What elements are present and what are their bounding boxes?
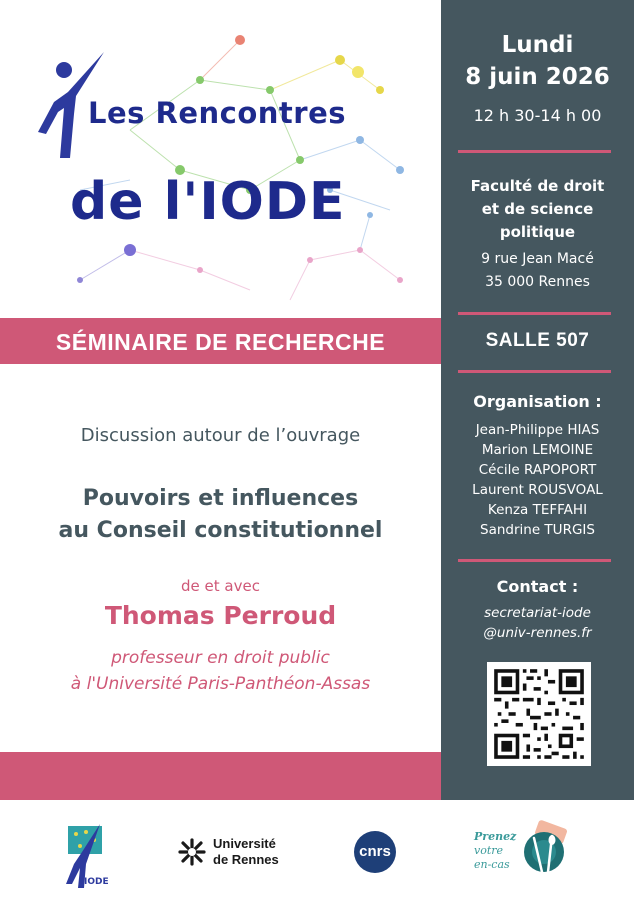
organiser-name: Sandrine TURGIS: [480, 522, 595, 538]
iode-logo: [64, 824, 109, 890]
prenez-encas-logo: [470, 828, 580, 888]
event-time: 12 h 30-14 h 00: [473, 106, 602, 125]
speaker-role-line2: à l'Université Paris-Panthéon-Assas: [70, 674, 371, 694]
plate-cutlery-icon: [518, 822, 574, 878]
prenez-line3: en-cas: [474, 858, 510, 871]
prenez-line2: votre: [474, 844, 504, 857]
organiser-name: Jean-Philippe HIAS: [475, 422, 600, 438]
book-title-line1: Pouvoirs et influences: [82, 486, 359, 511]
with-label: de et avec: [181, 577, 260, 595]
divider: [458, 312, 611, 315]
qr-code[interactable]: [487, 662, 591, 766]
prenez-line1: Prenez: [474, 830, 517, 843]
room-label: SALLE 507: [485, 330, 590, 351]
venue-street: 9 rue Jean Macé: [481, 251, 594, 267]
intro-text: Discussion autour de l’ouvrage: [80, 425, 361, 446]
univ-rennes-line1: Université: [213, 836, 276, 851]
footer-logos: [0, 800, 634, 900]
venue-line1: Faculté de droit: [470, 177, 605, 195]
seminar-label: SÉMINAIRE DE RECHERCHE: [55, 329, 386, 355]
logo-title-line2: de l'IODE: [70, 172, 346, 232]
univ-rennes-line2: de Rennes: [213, 852, 279, 867]
event-day: Lundi: [501, 32, 574, 58]
contact-email-line2[interactable]: @univ-rennes.fr: [483, 625, 592, 641]
speaker-role-line1: professeur en droit public: [111, 648, 330, 668]
univ-rennes-icon: [177, 837, 207, 867]
organiser-name: Cécile RAPOPORT: [478, 462, 597, 478]
venue-city: 35 000 Rennes: [485, 274, 590, 290]
divider: [458, 150, 611, 153]
logo-title-line1: Les Rencontres: [88, 96, 347, 130]
divider: [458, 370, 611, 373]
speaker-name: Thomas Perroud: [104, 601, 337, 630]
cnrs-logo: cnrs: [354, 831, 396, 873]
organisation-heading: Organisation :: [473, 392, 602, 411]
venue-line3: politique: [499, 223, 576, 241]
seminar-banner: [0, 318, 441, 364]
contact-heading: Contact :: [496, 577, 579, 596]
divider: [458, 559, 611, 562]
contact-email-line1[interactable]: secretariat-iode: [484, 605, 591, 621]
event-date: 8 juin 2026: [465, 64, 610, 90]
organiser-name: Marion LEMOINE: [481, 442, 594, 458]
book-title-line2: au Conseil constitutionnel: [58, 518, 383, 543]
info-panel: [441, 0, 634, 800]
organiser-name: Kenza TEFFAHI: [487, 502, 588, 518]
organiser-name: Laurent ROUSVOAL: [472, 482, 603, 498]
qr-code-icon: [487, 662, 591, 766]
iode-logo-icon: [64, 824, 109, 890]
svg-text:IODE: IODE: [84, 877, 109, 887]
venue-line2: et de science: [481, 200, 594, 218]
bottom-accent-bar: [0, 752, 441, 800]
